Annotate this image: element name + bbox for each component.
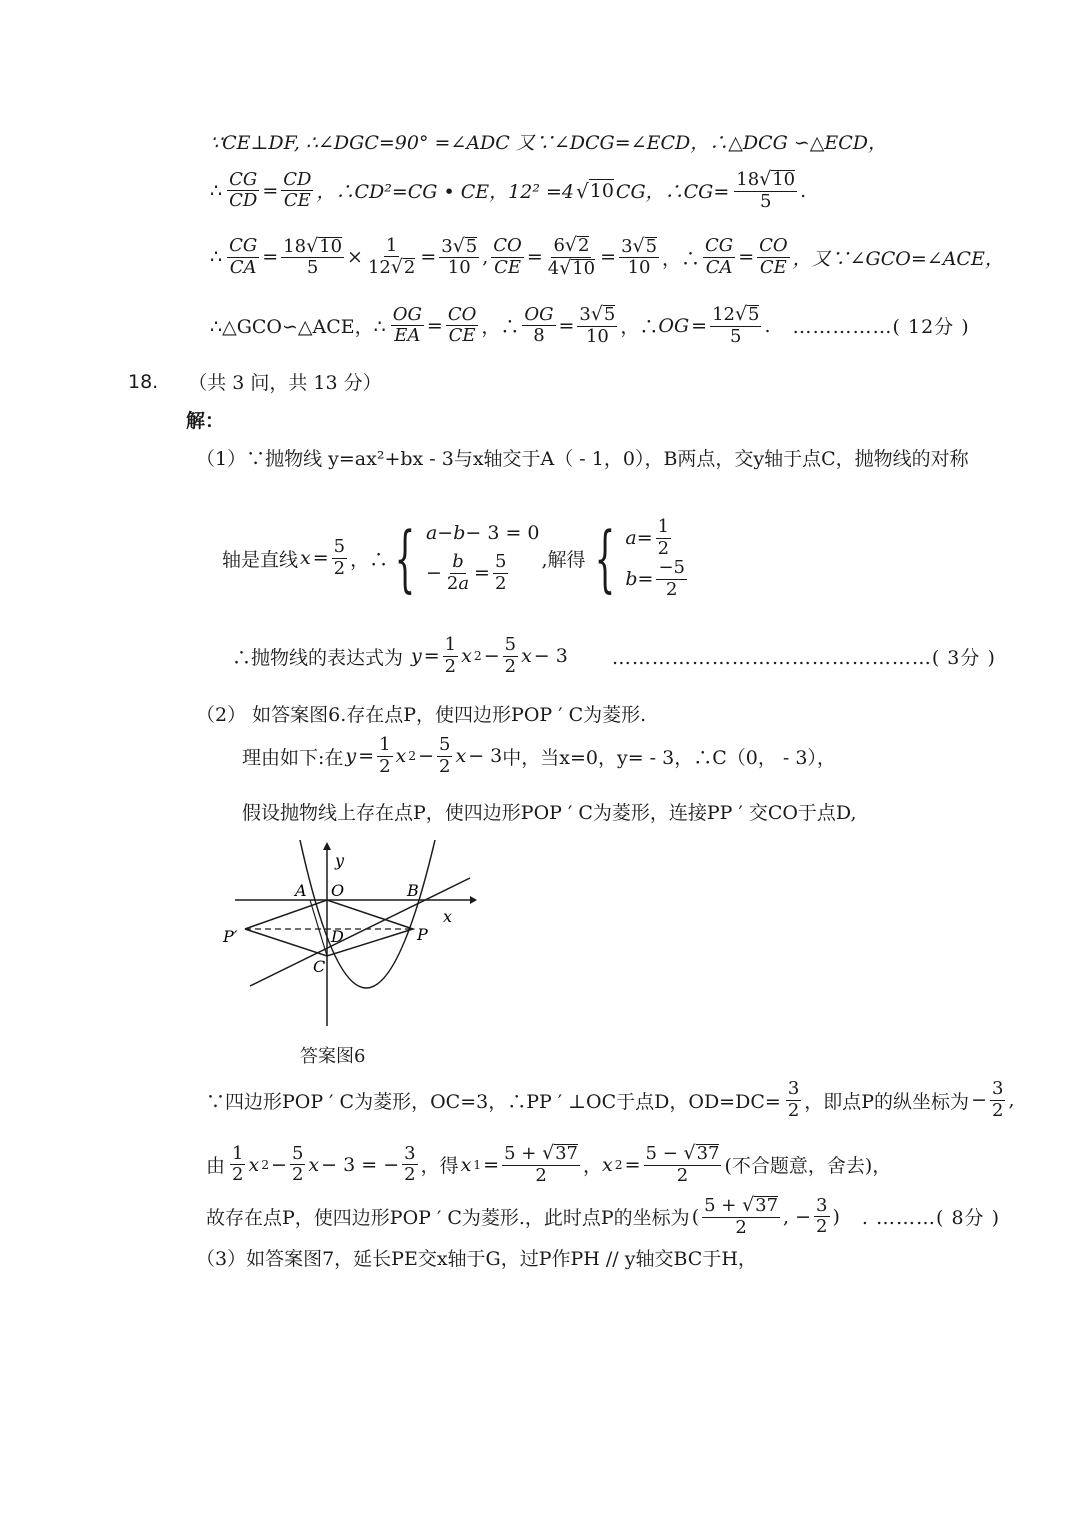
label-c: C [313, 957, 326, 976]
label-o: O [331, 881, 345, 900]
part2-line-4: ∵四边形POP ′ C为菱形，OC=3，∴PP ′ ⊥OC于点D，OD=DC= $\frac{3}{2}$ ，即点P的纵坐标为 − $\frac{3}{2}$ , [206, 1078, 1015, 1121]
part2-text-4: ∵四边形POP ′ C为菱形，OC=3，∴PP ′ ⊥OC于点D，OD=DC= [206, 1090, 781, 1113]
fraction-3sqrt5-10-b: 3 √ 5 10 [621, 234, 658, 279]
fraction-12sqrt5-5: 12 √ 5 5 [712, 303, 760, 347]
fraction-1-2-c: $\frac{1}{2}$ [232, 1142, 244, 1186]
label-a: A [295, 881, 307, 900]
part2-line-1 [196, 700, 648, 727]
fraction-px: 5 + √ 37 2 [704, 1194, 779, 1238]
y-axis-arrow-icon [323, 842, 331, 850]
label-p: P [417, 925, 428, 944]
proof-text-2: ，∴CD²=CG • CE，12² =4 [316, 181, 575, 204]
fraction-co-ce-2: $\frac{CO}{CE}$ [759, 235, 788, 278]
score-12: ……………( 12分 ) [792, 316, 970, 339]
therefore-symbol-2: ∴ [210, 246, 223, 269]
question-number: 18. [128, 370, 159, 393]
part2-text-3: 假设抛物线上存在点P，使四边形POP ′ C为菱形，连接PP ′ 交CO于点D, [242, 802, 857, 824]
label-p-prime: P′ [223, 927, 238, 946]
equation-system-1: a − b − 3 = 0 − $\frac{b}{2a}$ = $\frac{5}{2}$ [425, 522, 540, 594]
part1-line-3: ∴抛物线的表达式为 y = $\frac{1}{2}$ x 2 − $\frac{5}{2}$ x − 3 …………………………………………( 3分 ) [232, 634, 996, 677]
fraction-cd-ce: $\frac{CD}{CE}$ [283, 168, 312, 212]
answer-figure-6 [215, 836, 485, 1036]
part3-text-1: （3）如答案图7，延长PE交x轴于G，过P作PH // y轴交BC于H， [196, 1248, 757, 1270]
part2-text-4-tail: ，即点P的纵坐标为 [804, 1090, 970, 1113]
fraction-3sqrt5-10-c: 3 √ 5 10 [579, 303, 616, 347]
proof-text-1: ∵CE⊥DF, ∴∠DGC=90° =∠ADC 又∵∠DCG=∠ECD，∴△DCG ∽△ECD， [210, 132, 887, 154]
part2-line-3 [242, 798, 859, 825]
proof-text-2b: CG，∴CG= [615, 181, 730, 204]
fraction-cg-cd: $\frac{CG}{CD}$ [229, 168, 258, 212]
label-d: D [331, 927, 344, 946]
fraction-root-1: 5 + √ 37 2 [504, 1142, 579, 1186]
part2-line-6: 故存在点P，使四边形POP ′ C为菱形.，此时点P的坐标为 ( 5 + √ 37 2 , − $\frac{3}{2}$ ) . ………( 8分 ) [206, 1194, 1000, 1238]
fraction-5-2-b: $\frac{5}{2}$ [504, 634, 517, 677]
part1-axis-text: 轴是直线 [222, 548, 299, 571]
line-cb [250, 878, 470, 986]
part2-line-5: 由 $\frac{1}{2}$ x 2 − $\frac{5}{2}$ x − 3 = − $\frac{3}{2}$ ，得 x 1 = 5 + √ 37 2 ， x 2 = 5 − √ 37 2 (不合题意，舍去)， [206, 1142, 892, 1186]
part1-line-1 [196, 444, 971, 471]
sqrt-10: √ 10 [576, 178, 614, 203]
fraction-cg-ca-2: $\frac{CG}{CA}$ [705, 235, 734, 278]
part2-text-1: （2） 如答案图6.存在点P，使四边形POP ′ C为菱形. [196, 704, 647, 726]
score-8: . ………( 8分 ) [861, 1207, 1000, 1230]
part1-text-1: （1）∵抛物线 y=ax²+bx - 3与x轴交于A（ - 1，0），B两点，交y轴于点C，抛物线的对称 [196, 448, 969, 470]
part3-line-1 [196, 1244, 759, 1271]
fraction-6sqrt2-4sqrt10: 6 √ 2 4 √ 10 [547, 234, 596, 279]
part2-line-2: 理由如下:在 y = $\frac{1}{2}$ x 2 − $\frac{5}{2}$ x − 3 中，当x=0，y= - 3，∴C（0， - 3）， [242, 734, 836, 777]
equation-system-2: a = $\frac{1}{2}$ b = $\frac{-5}{2}$ [625, 516, 685, 600]
expression-text: ∴抛物线的表达式为 [232, 646, 404, 669]
fraction-18sqrt10-5: 18 √ 10 5 [283, 234, 343, 279]
fraction-cg-ca: $\frac{CG}{CA}$ [229, 235, 258, 278]
question-summary: （共 3 问，共 13 分） [188, 372, 382, 394]
x-axis-arrow-icon [470, 896, 477, 904]
proof-line-3: ∴ $\frac{CG}{CA}$ = 18 √ 10 5 × 1 12 √ 2 = 3 √ 5 10 , $\frac{CO}{CE}$ = 6 √ 2 4 √ 10 = 3 √ 5 10 ，∴ $\frac{CG}{CA}$ = $\frac{CO}{CE}$ ，又∵∠GCO=∠ACE， [210, 234, 1004, 279]
fraction-1-2: $\frac{1}{2}$ [444, 634, 457, 677]
part2-text-5-mid: ，得 [420, 1155, 459, 1178]
fraction-1-12sqrt2: 1 12 √ 2 [367, 234, 416, 279]
fraction-co-ce: $\frac{CO}{CE}$ [493, 235, 522, 278]
proof-line-4: ∴△GCO∽△ACE，∴ $\frac{OG}{EA}$ = $\frac{CO}{CE}$ ，∴ $\frac{OG}{8}$ = 3 √ 5 10 ，∴ OG = 12 √ 5 5 . ……………( 12分 ) [210, 303, 970, 347]
label-y: y [335, 851, 345, 870]
proof-line-1 [210, 128, 889, 155]
score-3: …………………………………………( 3分 ) [611, 646, 996, 669]
part2-text-5-tail: (不合题意，舍去)， [724, 1155, 892, 1178]
proof-text-3: ，又∵∠GCO=∠ACE， [792, 247, 1004, 270]
fraction-5-2-d: $\frac{5}{2}$ [291, 1142, 304, 1186]
part2-tail-text: 中，当x=0，y= - 3，∴C（0， - 3）， [502, 746, 836, 769]
fraction-5-2-c: $\frac{5}{2}$ [439, 734, 451, 777]
fraction-5-2: $\frac{5}{2}$ [333, 535, 346, 579]
fraction-cg-value: 18 √ 10 5 [736, 168, 796, 212]
solve-text: ,解得 [541, 548, 586, 571]
part2-reason-text: 理由如下:在 [242, 746, 344, 769]
fraction-3-2-c: $\frac{3}{2}$ [404, 1142, 416, 1186]
part1-line-2: 轴是直线 x = $\frac{5}{2}$ ，∴ { a − b − 3 = 0 − $\frac{b}{2a}$ = $\frac{5}{2}$ ,解得 { a = $\frac{1}{2}$ b = $\frac{-5}{2}$ [222, 518, 692, 598]
jie-text: 解： [186, 410, 225, 432]
fraction-og-8: $\frac{OG}{8}$ [524, 303, 554, 347]
fraction-root-2: 5 − √ 37 2 [645, 1142, 720, 1186]
therefore-symbol: ∴ [210, 179, 223, 202]
fraction-co-ce-3: $\frac{CO}{CE}$ [447, 303, 477, 347]
fraction-py: $\frac{3}{2}$ [816, 1194, 828, 1238]
fraction-og-ea: $\frac{OG}{EA}$ [392, 303, 422, 347]
fraction-3-2: $\frac{3}{2}$ [787, 1078, 800, 1121]
left-brace-1: { [394, 516, 416, 600]
fraction-3-2-b: $\frac{3}{2}$ [991, 1078, 1004, 1121]
fraction-1-2-b: $\frac{1}{2}$ [379, 734, 391, 777]
part2-text-5-prefix: 由 [206, 1155, 226, 1178]
question-18-header [128, 368, 384, 395]
part2-text-6: 故存在点P，使四边形POP ′ C为菱形.，此时点P的坐标为 [206, 1207, 690, 1230]
left-brace-2: { [594, 516, 615, 600]
figure-caption: 答案图6 [300, 1046, 366, 1067]
fraction-3sqrt5-10: 3 √ 5 10 [441, 234, 478, 279]
answer-label [186, 406, 226, 433]
proof-text-4: ∴△GCO∽△ACE，∴ [210, 316, 386, 339]
proof-line-2: ∴ $\frac{CG}{CD}$ = $\frac{CD}{CE}$ ，∴CD²=CG • CE，12² =4 √ 10 CG，∴CG= 18 √ 10 5 . [210, 168, 807, 212]
label-b: B [407, 881, 419, 900]
label-x: x [443, 907, 453, 926]
